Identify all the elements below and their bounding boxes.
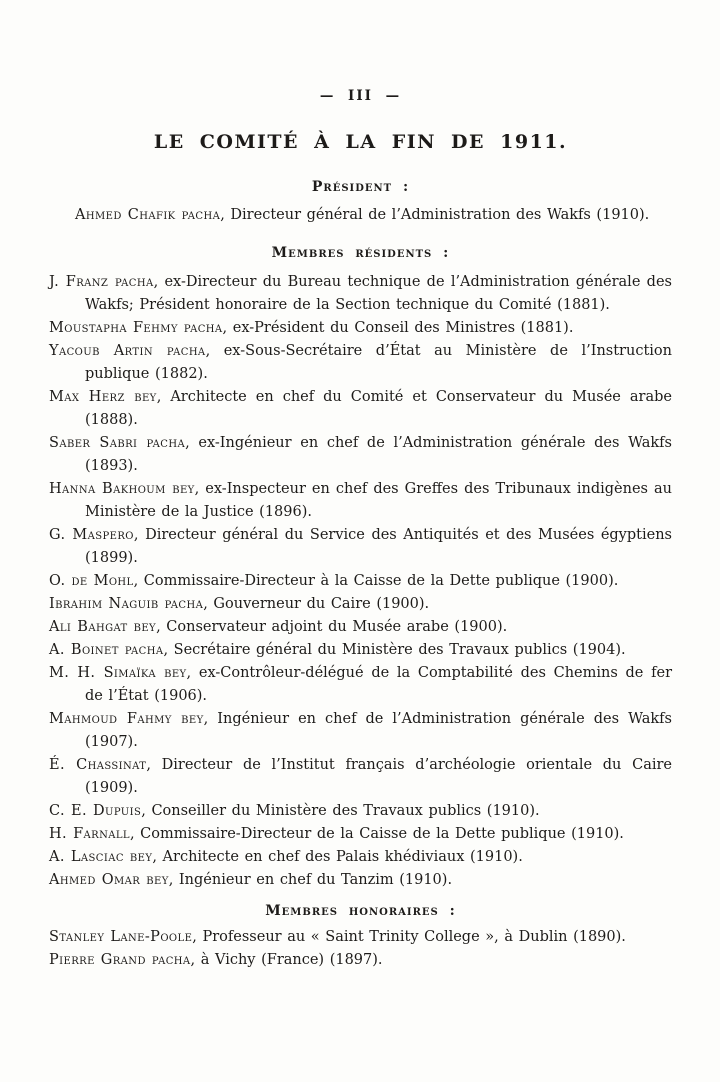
section-heading-residents: Membres résidents :	[271, 245, 450, 261]
member-name: Ahmed Omar bey	[49, 872, 169, 888]
member-description: , ex-Directeur du Bureau technique de l’Administration générale des Wakfs; Président honoraire de la Section technique du Comité (1881).	[85, 274, 672, 313]
member-name: Mahmoud Fahmy bey	[49, 711, 204, 727]
member-entry	[49, 432, 672, 478]
member-name: J. Franz pacha	[49, 274, 154, 290]
president-member-list	[49, 204, 672, 227]
member-description: , ex-Sous-Secrétaire d’État au Ministère de l’Instruction publique (1882).	[85, 343, 672, 382]
member-name: H. Farnall	[49, 826, 130, 842]
member-name: A. Lasciac bey	[49, 849, 153, 865]
member-entry	[49, 926, 672, 949]
member-description: , ex-Ingénieur en chef de l’Administration générale des Wakfs (1893).	[85, 435, 672, 474]
member-description: , Conseiller du Ministère des Travaux publics (1910).	[141, 803, 540, 819]
member-name: Yacoub Artin pacha	[49, 343, 206, 359]
member-entry	[49, 204, 672, 227]
member-name: O. de Mohl	[49, 573, 134, 589]
member-name: Stanley Lane-Poole	[49, 929, 193, 945]
member-entry	[49, 570, 672, 593]
member-entry	[49, 639, 672, 662]
member-entry	[49, 662, 672, 708]
member-name: G. Maspero	[49, 527, 134, 543]
member-description: , Directeur général de l’Administration des Wakfs (1910).	[220, 207, 650, 223]
member-description: , Ingénieur en chef du Tanzim (1910).	[168, 872, 453, 888]
member-entry	[49, 271, 672, 317]
member-entry	[49, 869, 672, 892]
member-name: Saber Sabri pacha	[49, 435, 186, 451]
member-description: , à Vichy (France) (1897).	[190, 952, 383, 968]
member-name: É. Chassinat	[49, 757, 147, 773]
member-description: , Commissaire-Directeur de la Caisse de la Dette publique (1910).	[129, 826, 624, 842]
member-description: , Ingénieur en chef de l’Administration générale des Wakfs (1907).	[85, 711, 672, 750]
member-description: , Architecte en chef du Comité et Conservateur du Musée arabe (1888).	[85, 389, 672, 428]
member-entry	[49, 593, 672, 616]
member-entry	[49, 340, 672, 386]
member-name: A. Boinet pacha	[49, 642, 164, 658]
member-description: , Commissaire-Directeur à la Caisse de la Dette publique (1900).	[133, 573, 619, 589]
page-number: — III —	[319, 88, 402, 104]
member-name: C. E. Dupuis	[49, 803, 142, 819]
member-description: , Conservateur adjoint du Musée arabe (1900).	[156, 619, 508, 635]
member-entry	[49, 317, 672, 340]
member-entry	[49, 846, 672, 869]
member-description: , Directeur de l’Institut français d’archéologie orientale du Caire (1909).	[85, 757, 672, 796]
member-entry	[49, 478, 672, 524]
member-entry	[49, 524, 672, 570]
member-entry	[49, 386, 672, 432]
member-entry	[49, 616, 672, 639]
residents-member-list	[49, 271, 672, 892]
member-description: , Architecte en chef des Palais khédiviaux (1910).	[152, 849, 523, 865]
member-name: Max Herz bey	[49, 389, 157, 405]
member-description: , Professeur au « Saint Trinity College », à Dublin (1890).	[192, 929, 626, 945]
member-description: , Secrétaire général du Ministère des Travaux publics (1904).	[163, 642, 626, 658]
member-name: Pierre Grand pacha	[49, 952, 191, 968]
member-entry	[49, 708, 672, 754]
member-description: , Gouverneur du Caire (1900).	[203, 596, 430, 612]
member-description: , Directeur général du Service des Antiquités et des Musées égyptiens (1899).	[85, 527, 672, 566]
honoraires-member-list	[49, 926, 672, 972]
member-description: , ex-Président du Conseil des Ministres (1881).	[222, 320, 574, 336]
page-title: LE COMITÉ À LA FIN DE 1911.	[153, 131, 568, 153]
member-name: Hanna Bakhoum bey	[49, 481, 195, 497]
member-name: Ahmed Chafik pacha	[75, 207, 221, 223]
member-name: Moustapha Fehmy pacha	[49, 320, 223, 336]
member-description: , ex-Contrôleur-délégué de la Comptabilité des Chemins de fer de l’État (1906).	[85, 665, 672, 704]
member-entry	[49, 823, 672, 846]
member-entry	[49, 800, 672, 823]
member-name: Ibrahim Naguib pacha	[49, 596, 204, 612]
member-name: M. H. Simaïka bey	[49, 665, 187, 681]
member-entry	[49, 949, 672, 972]
member-entry	[49, 754, 672, 800]
section-heading-honoraires: Membres honoraires :	[265, 903, 456, 919]
section-heading-president: Président :	[311, 179, 410, 195]
member-name: Ali Bahgat bey	[49, 619, 157, 635]
member-description: , ex-Inspecteur en chef des Greffes des Tribunaux indigènes au Ministère de la Justice (1896).	[85, 481, 672, 520]
